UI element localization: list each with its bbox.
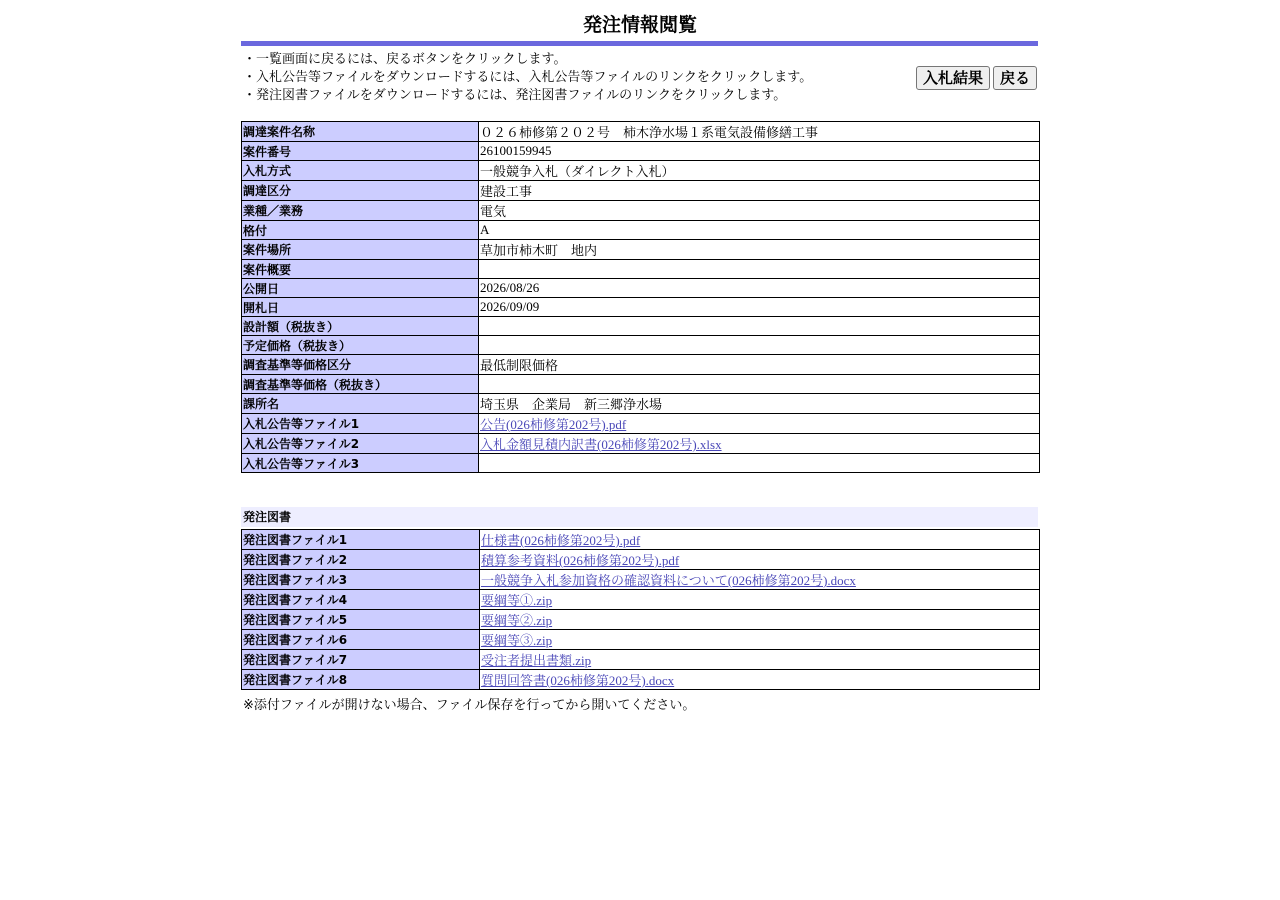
- table-row: [242, 550, 1040, 570]
- table-row: [242, 279, 1040, 298]
- row-label: 開札日: [242, 298, 479, 317]
- row-label: 課所名: [242, 394, 479, 414]
- table-row: [242, 260, 1040, 279]
- table-row: [242, 375, 1040, 394]
- row-label: 入札方式: [242, 161, 479, 181]
- row-label: 入札公告等ファイル1: [242, 414, 479, 434]
- row-value: [479, 434, 1040, 454]
- table-row: [242, 298, 1040, 317]
- row-label: 案件概要: [242, 260, 479, 279]
- table-row: [242, 142, 1040, 161]
- instruction-item: ・入札公告等ファイルをダウンロードするには、入札公告等ファイルのリンクをクリックします。: [243, 70, 813, 85]
- row-value: [479, 260, 1040, 279]
- instruction-item: ・一覧画面に戻るには、戻るボタンをクリックします。: [243, 52, 567, 67]
- row-label: 発注図書ファイル6: [242, 630, 480, 650]
- row-value: 一般競争入札（ダイレクト入札）: [479, 161, 1040, 181]
- row-value: 2026/08/26: [479, 279, 1040, 298]
- table-row: [242, 181, 1040, 201]
- row-label: 発注図書ファイル2: [242, 550, 480, 570]
- row-value: A: [479, 221, 1040, 240]
- file-link[interactable]: 受注者提出書類.zip: [481, 653, 592, 668]
- file-link[interactable]: 要綱等①.zip: [481, 593, 553, 608]
- row-label: 発注図書ファイル8: [242, 670, 480, 690]
- file-link[interactable]: 要綱等②.zip: [481, 613, 553, 628]
- table-row: [242, 221, 1040, 240]
- row-label: 公開日: [242, 279, 479, 298]
- row-label: 発注図書ファイル1: [242, 530, 480, 550]
- row-label: 業種／業務: [242, 201, 479, 221]
- file-link[interactable]: 要綱等③.zip: [481, 633, 553, 648]
- row-value: [480, 630, 1040, 650]
- instructions-area: [241, 46, 1039, 121]
- row-value: 2026/09/09: [479, 298, 1040, 317]
- table-row: [242, 434, 1040, 454]
- table-row: [242, 122, 1040, 142]
- row-label: 発注図書ファイル7: [242, 650, 480, 670]
- file-link[interactable]: 質問回答書(026柿修第202号).docx: [481, 673, 675, 688]
- back-button[interactable]: 戻る: [993, 66, 1037, 90]
- row-label: 調達案件名称: [242, 122, 479, 142]
- instruction-list: [243, 51, 812, 105]
- file-link[interactable]: 一般競争入札参加資格の確認資料について(026柿修第202号).docx: [481, 573, 856, 588]
- project-info-table: [241, 121, 1040, 473]
- table-row: [242, 201, 1040, 221]
- table-row: [242, 336, 1040, 355]
- row-value: ０２６柿修第２０２号 柿木浄水場１系電気設備修繕工事: [479, 122, 1040, 142]
- row-label: 調達区分: [242, 181, 479, 201]
- table-row: [242, 570, 1040, 590]
- row-value: [480, 650, 1040, 670]
- row-value: [480, 590, 1040, 610]
- row-value: 埼玉県 企業局 新三郷浄水場: [479, 394, 1040, 414]
- row-label: 発注図書ファイル4: [242, 590, 480, 610]
- row-value: 建設工事: [479, 181, 1040, 201]
- row-value: [479, 414, 1040, 434]
- row-value: [480, 530, 1040, 550]
- attachment-note: ※添付ファイルが開けない場合、ファイル保存を行ってから開いてください。: [243, 698, 696, 713]
- row-label: 案件場所: [242, 240, 479, 260]
- row-value: [480, 670, 1040, 690]
- row-label: 予定価格（税抜き）: [242, 336, 479, 355]
- row-label: 案件番号: [242, 142, 479, 161]
- row-value: [480, 610, 1040, 630]
- table-row: [242, 161, 1040, 181]
- table-row: [242, 630, 1040, 650]
- order-docs-table: [241, 529, 1040, 690]
- table-row: [242, 590, 1040, 610]
- page-title: 発注情報閲覧: [582, 14, 697, 36]
- page-container: [241, 0, 1039, 713]
- row-label: 発注図書ファイル3: [242, 570, 480, 590]
- instruction-item: ・発注図書ファイルをダウンロードするには、発注図書ファイルのリンクをクリックします。: [243, 88, 787, 103]
- row-label: 調査基準等価格区分: [242, 355, 479, 375]
- row-value: 電気: [479, 201, 1040, 221]
- file-link[interactable]: 仕様書(026柿修第202号).pdf: [481, 533, 641, 548]
- row-value: 最低制限価格: [479, 355, 1040, 375]
- row-value: [479, 317, 1040, 336]
- table-row: [242, 394, 1040, 414]
- table-row: [242, 650, 1040, 670]
- table-row: [242, 454, 1040, 473]
- row-value: 26100159945: [479, 142, 1040, 161]
- row-value: [480, 570, 1040, 590]
- row-value: 草加市柿木町 地内: [479, 240, 1040, 260]
- row-label: 入札公告等ファイル2: [242, 434, 479, 454]
- row-value: [479, 454, 1040, 473]
- file-link[interactable]: 入札金額見積内訳書(026柿修第202号).xlsx: [480, 437, 722, 452]
- docs-section-label: 発注図書: [241, 507, 1038, 527]
- row-label: 設計額（税抜き）: [242, 317, 479, 336]
- table-row: [242, 355, 1040, 375]
- row-value: [479, 336, 1040, 355]
- row-value: [479, 375, 1040, 394]
- bid-results-button[interactable]: 入札結果: [916, 66, 990, 90]
- table-row: [242, 610, 1040, 630]
- table-row: [242, 414, 1040, 434]
- file-link[interactable]: 積算参考資料(026柿修第202号).pdf: [481, 553, 680, 568]
- row-label: 発注図書ファイル5: [242, 610, 480, 630]
- table-row: [242, 240, 1040, 260]
- action-buttons: [916, 66, 1037, 90]
- row-value: [480, 550, 1040, 570]
- table-row: [242, 670, 1040, 690]
- row-label: 調査基準等価格（税抜き）: [242, 375, 479, 394]
- table-row: [242, 530, 1040, 550]
- row-label: 入札公告等ファイル3: [242, 454, 479, 473]
- file-link[interactable]: 公告(026柿修第202号).pdf: [480, 417, 627, 432]
- row-label: 格付: [242, 221, 479, 240]
- table-row: [242, 317, 1040, 336]
